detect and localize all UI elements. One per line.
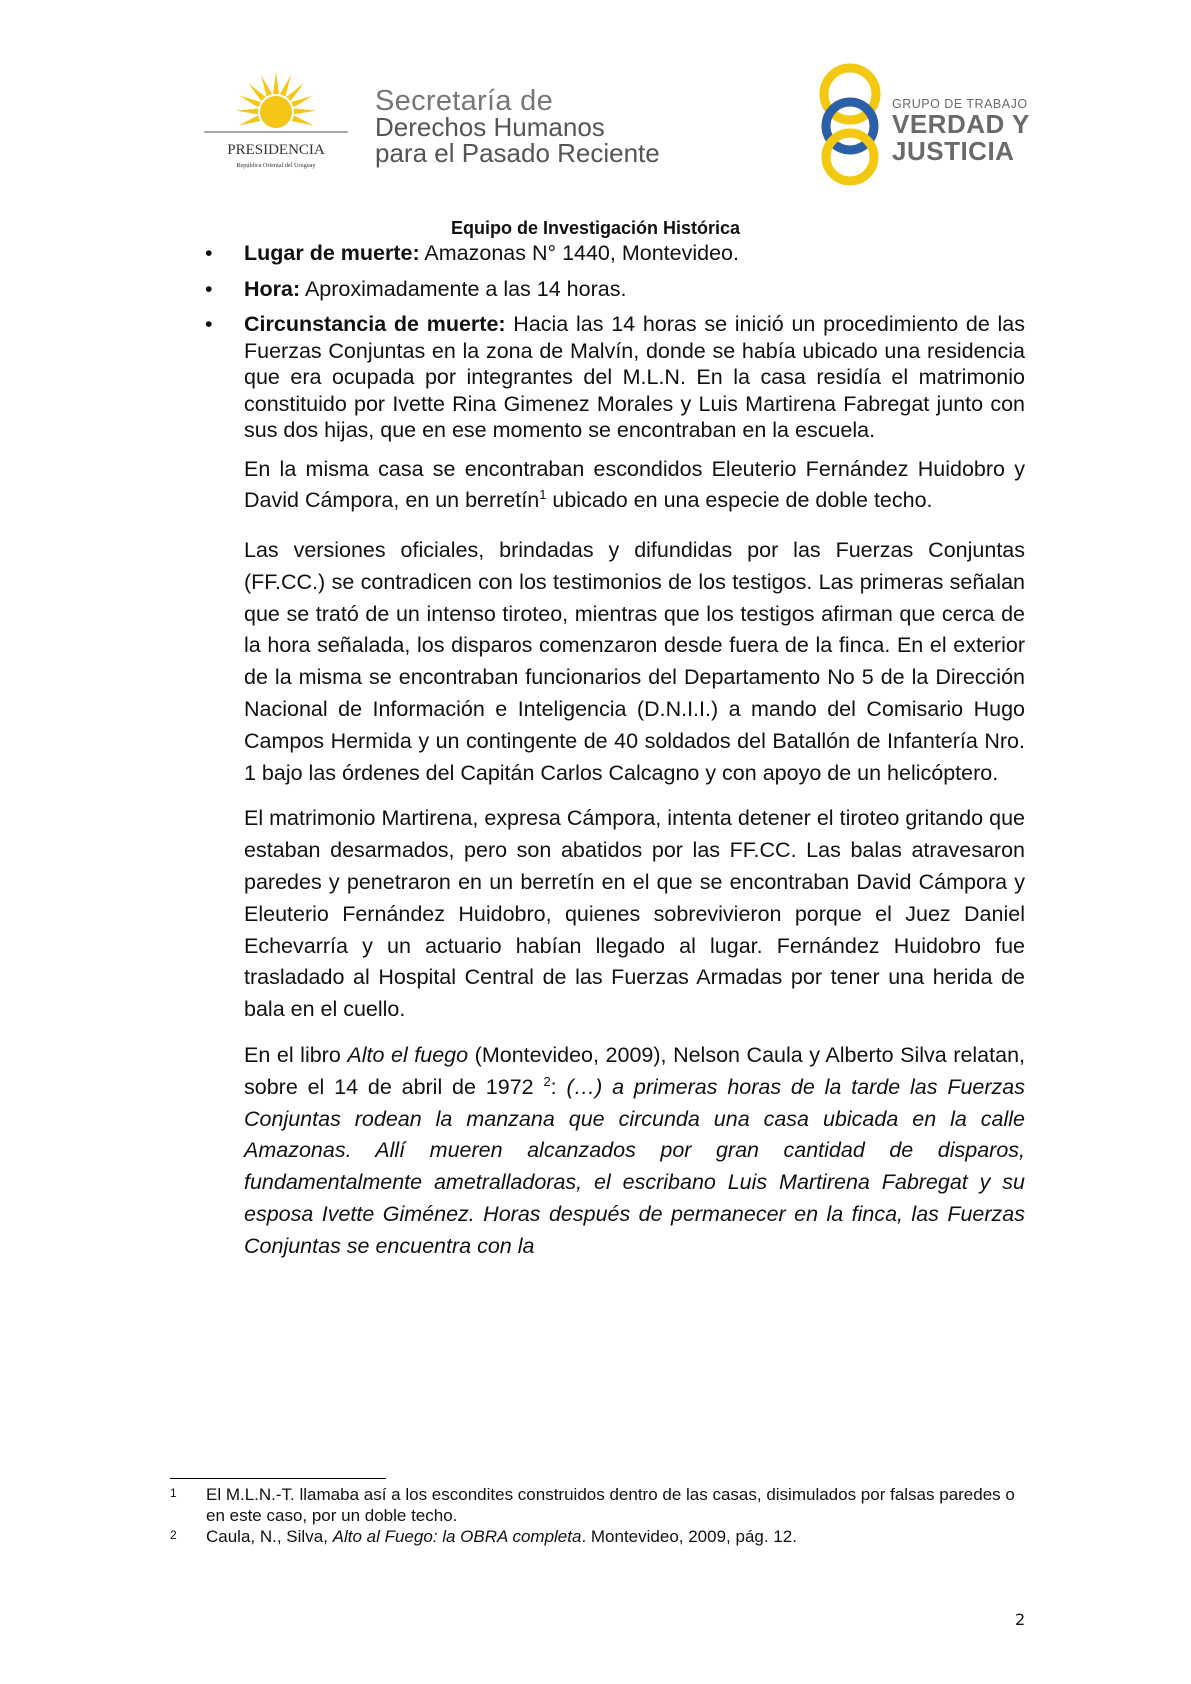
secretaria-title [375,85,660,168]
footnote-number: 1 [170,1486,177,1500]
bullet-circunstancia [205,311,1025,444]
paragraph-berretin-text-a: En la misma casa se encontraban escondidos Eleuterio Fernández Huidobro y David Cámpora, en un berretín [244,456,1025,513]
presidencia-logo-text: PRESIDENCIA [227,142,325,158]
paragraph-libro [244,1040,1025,1263]
secretaria-line1: Secretaría de [375,85,553,117]
paragraph-libro-text-c: : [550,1074,567,1099]
bullet-text: Amazonas N° 1440, Montevideo. [419,241,739,265]
paragraph-matrimonio: El matrimonio Martirena, expresa Cámpora, intenta detener el tiroteo gritando que estaban desarmados, pero son abatidos por las FF.CC. Las balas atravesaron paredes y penetraron en un berretín en el que se encontraban David Cámpora y Eleuterio Fernández Huidobro, quienes sobrevivieron porque el Juez Daniel Echevarría y un actuario habían llegado al lugar. Fernández Huidobro fue trasladado al Hospital Central de las Fuerzas Armadas por tener una herida de bala en el cuello. [244,806,1025,1022]
book-title: Alto el fuego [347,1043,469,1068]
bullet-lugar [205,240,1025,268]
footnote-2 [170,1526,1025,1547]
team-heading: Equipo de Investigación Histórica [450,218,741,238]
footnote-text: El M.L.N.-T. llamaba así a los escondites construidos dentro de las casas, disimulados por falsas paredes o en este caso, por un doble techo. [206,1485,1015,1525]
gvj-line2: JUSTICIA [892,135,1015,166]
footnotes [170,1484,1025,1547]
gvj-small-text: GRUPO DE TRABAJO [892,97,1028,111]
bullet-label: Lugar de muerte: [244,241,420,265]
bullet-label: Circunstancia de muerte: [244,312,506,336]
paragraph-libro-text-b: (Montevideo, 2009), Nelson Caula y Alberto Silva relatan, sobre el 14 de abril de 1972 [244,1043,1026,1099]
paragraph-versiones: Las versiones oficiales, brindadas y difundidas por las Fuerzas Conjuntas (FF.CC.) se contradicen con los testimonios de los testigos. Las primeras señalan que se trató de un intenso tiroteo, mientras que los testigos afirman que cerca de la hora señalada, los disparos comenzaron desde fuera de la finca. En el exterior de la misma se encontraban funcionarios del Departamento No 5 de la Dirección Nacional de Información e Inteligencia (D.N.I.I.) a mando del Comisario Hugo Campos Hermida y un contingente de 40 soldados del Batallón de Infantería Nro. 1 bajo las órdenes del Capitán Carlos Calcagno y con apoyo de un helicóptero. [244,538,1025,785]
presidencia-logo [196,70,356,190]
book-quote: (…) a primeras horas de la tarde las Fuerzas Conjuntas rodean la manzana que circunda una casa ubicada en la calle Amazonas. Allí mueren alcanzados por gran cantidad de disparos, fundamentalmente ametralladoras, el escribano Luis Martirena Fabregat y su esposa Ivette Giménez. Horas después de permanecer en la finca, las Fuerzas Conjuntas se encuentra con la [244,1074,1025,1258]
footnote-separator [170,1478,386,1479]
bullet-label: Hora: [244,276,301,301]
secretaria-line3: para el Pasado Reciente [375,138,660,168]
footnote-ref-1: 1 [539,487,547,503]
footnote-text-a: Caula, N., Silva, [206,1527,333,1546]
paragraph-libro-text-a: En el libro [244,1043,348,1068]
verdad-justicia-logo [808,62,888,187]
footnote-text-b: . Montevideo, 2009, pág. 12. [581,1527,797,1546]
page-header [0,0,1191,200]
bullet-icon: • [205,241,213,265]
sun-icon [196,70,356,190]
verdad-justicia-text [892,98,1030,165]
bullet-text: Aproximadamente a las 14 horas. [300,276,627,301]
footnote-ref-2: 2 [543,1073,551,1089]
bullet-hora [205,276,1025,304]
document-body [205,240,1025,1263]
footnote-1 [170,1484,1025,1526]
bullet-icon: • [205,276,213,301]
bullet-icon: • [205,312,213,336]
paragraph-berretin [244,454,1025,518]
footnote-italic: Alto al Fuego: la OBRA completa [332,1527,582,1546]
linked-rings-icon [808,62,888,187]
gvj-line1: VERDAD Y [892,108,1030,139]
bullet-text: Hacia las 14 horas se inició un procedimiento de las Fuerzas Conjuntas en la zona de Malvín, donde se había ubicado una residencia que era ocupada por integrantes del M.L.N. En la casa residía el matrimonio constituido por Ivette Rina Gimenez Morales y Luis Martirena Fabregat junto con sus dos hijas, que en ese momento se encontraban en la escuela. [244,312,1025,442]
page-number: 2 [1015,1610,1026,1629]
body-paragraphs [205,454,1025,1263]
presidencia-logo-subtext: República Oriental del Uruguay [236,162,316,169]
secretaria-line2: Derechos Humanos [375,112,605,142]
paragraph-berretin-text-b: ubicado en una especie de doble techo. [546,488,933,513]
footnote-number: 2 [170,1528,177,1542]
